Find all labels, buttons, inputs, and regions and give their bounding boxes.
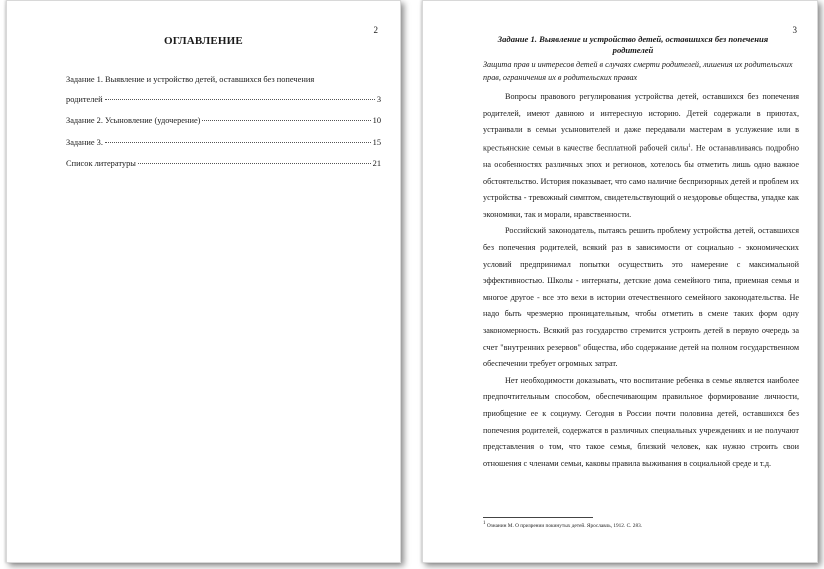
toc-entry-3-page: 15 <box>372 138 381 147</box>
paragraph-3: Нет необходимости доказывать, что воспитание ребенка в семье является наиболее предпочтительным способом, обеспечивающим правильное формирование личности, приобщение ее к социуму. Сегодня в России почти половина детей, оставшихся без попечения родителей, содержатся в различных специальных учреждениях и не получают представления о том, что такое семья, близкий человек, как нужно строить свои отношения с членами семьи, каковы правила выживания в социальной среде и т.д. <box>483 375 799 468</box>
toc-entry-2-label: Задание 2. Усыновление (удочерение) <box>66 116 201 125</box>
toc-entry-3 <box>66 138 381 147</box>
toc-entry-2-page: 10 <box>372 116 381 125</box>
section-title: Задание 1. Выявление и устройство детей, оставшихся без попечения родителей <box>497 34 769 55</box>
leader-dots <box>202 119 370 121</box>
toc-title: ОГЛАВЛЕНИЕ <box>164 35 243 47</box>
right-page <box>422 0 818 563</box>
footnote <box>483 521 642 529</box>
leader-dots <box>105 98 375 100</box>
page-number: 2 <box>373 25 378 35</box>
footnote-number: 1 <box>483 521 486 526</box>
toc-entry-1 <box>66 95 381 104</box>
page-number: 3 <box>792 25 797 35</box>
footnote-mark: 1 <box>688 143 691 149</box>
paragraph-1-text: Вопросы правового регулирования устройства детей, оставшихся без попечения родителей, имеют давнюю и интересную историю. Детей содержали в приютах, устраивали в семьи усыновителей и даже передавали мастерам в услужение или в крестьянские семьи в качестве бесплатной рабочей силы <box>483 92 799 153</box>
section-subtitle: Защита прав и интересов детей в случаях смерти родителей, лишения их родительских прав, ограничения их в родительских правах <box>483 60 793 82</box>
toc-entry-1-page: 3 <box>376 95 381 104</box>
footnote-text: Ознанин М. О призрении покинутых детей. Ярославль, 1912. С. 283. <box>486 522 643 529</box>
leader-dots <box>105 141 371 143</box>
paragraph-1 <box>483 89 799 223</box>
leader-dots <box>138 162 371 164</box>
left-page <box>6 0 401 563</box>
toc-entry-4 <box>66 159 381 168</box>
footnote-rule <box>483 517 593 518</box>
toc-entry-2 <box>66 116 381 125</box>
toc-entry-4-page: 21 <box>372 159 381 168</box>
paragraph-2: Российский законодатель, пытаясь решить проблему устройства детей, оставшихся без попечения родителей, всякий раз в зависимости от социально - экономических условий предпринимал попытки осуществить это намерение с максимальной эффективностью. Школы - интернаты, детские дома семейного типа, приемная семья и многое другое - все это вехи в истории отечественного семейного законодательства. Не надо быть чрезмерно проницательным, чтобы отметить в смене таких форм одну закономерность. Всякий раз государство стремится устроить детей в первую очередь за счет "внутренних резервов" общества, ибо содержание детей на полном государственном обеспечении требует огромных затрат. <box>483 226 799 369</box>
paragraph-1-text-cont: . Не останавливаясь подробно на особенностях различных эпох и регионов, хотелось бы отметить лишь одно важное обстоятельство. История показывает, что само наличие беспризорных детей и проблем их устройства - тревожный симптом, свидетельствующий о нездоровье общества, упадке как экономики, так и морали, нравственности. <box>483 143 799 219</box>
toc-entry-4-label: Список литературы <box>66 159 136 168</box>
toc-entry-3-label: Задание 3. <box>66 138 103 147</box>
toc-entry-1-line1: Задание 1. Выявление и устройство детей, оставшихся без попечения <box>66 75 315 84</box>
toc-entry-1-line2: родителей <box>66 95 103 104</box>
body-text <box>483 89 799 472</box>
